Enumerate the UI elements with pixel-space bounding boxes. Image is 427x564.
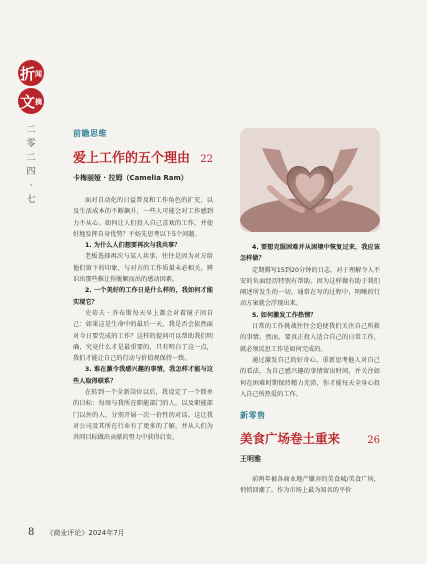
wen-badge: 文 摘	[18, 88, 44, 114]
article-page-number: 26	[367, 435, 380, 446]
article-page-number: 22	[200, 154, 213, 165]
paragraph: 史蒂夫 · 乔布斯每天早上都会对着镜子问自己：如果这是生命中的最后一天，我是否会依然面对今日要完成的工作？这样的提问可以帮助我们明确，究竟什么才是最重要的，只有明白了这一点，我们才能让自己的行动与价值观保持一致。	[73, 309, 213, 363]
paragraph: 定期腾写15到20分钟的日志，对于理解令人不安的负面经历特别有帮助。因为这样做有助于我们阐述所发生的一切，通常在写的过程中，明晰的行动方案就会浮现出来。	[240, 266, 380, 308]
page-footer	[28, 527, 125, 538]
article-title[interactable]: 爱上工作的五个理由	[73, 151, 191, 166]
question-heading: 4. 要想克服困难并从困境中恢复过来，我应该怎样做？	[240, 244, 380, 263]
journal-name: 《商业评论》2024年7月	[46, 529, 125, 537]
paragraph: 日常的工作挑战往往会迫使我们关注自己所救的事情。然而，要真正投入适合自己的日常工作，就必须反思工作是如何完成的。	[240, 323, 380, 353]
paragraph: 在转到一个全新岗位以后，我设定了一个简单的目标：每周与我所在职能部门的人，以及职能部门以外的人，分别开展一次一价性的对话。这让我对公司及其所在行业有了更多的了解，并从人们为共同目标做出贡献的努力中获得启发。	[73, 389, 213, 442]
paragraph: 前两年被各商业地产嫌弃的美食城/美食广场，悄悄回潮了。作为市场上最为知名的平价	[240, 476, 380, 495]
page-number: 8	[28, 527, 35, 538]
article-body	[240, 242, 380, 400]
article-author: 卡梅丽娅 · 拉姆（Camelia Ram）	[73, 174, 188, 182]
article-title[interactable]: 美食广场卷土重来	[240, 431, 341, 446]
question-heading: 2. 一个美好的工作日是什么样的，我如何才能实现它？	[73, 287, 213, 306]
paragraph: 面对自动化的日益普及和工作角色的扩充，以及生活成本的不断飙升，一些人可能会对工作感到力不从心。如何让人们投入自己喜欢的工作，并使好地发挥自身优势？不妨先思考以下5个问题。	[73, 197, 213, 238]
zhe-badge: 折 闻	[18, 60, 44, 86]
vertical-date: 二 零 二 四 · 七	[26, 125, 36, 205]
article1-continued	[240, 242, 380, 400]
heart-hands-photo	[240, 128, 380, 232]
article2-column	[240, 410, 380, 497]
article1-column	[73, 128, 213, 444]
section-tag: 新零售	[240, 411, 266, 420]
question-heading: 5. 如何激发工作热情？	[252, 311, 317, 319]
section-tag: 前瞻思维	[73, 129, 107, 138]
question-heading: 3. 谁在激令我感兴趣的事情，我怎样才能与这些人取得联系？	[73, 366, 213, 385]
article-body	[240, 474, 380, 497]
article-body	[73, 195, 213, 444]
question-heading: 1. 为什么人们想要再次与我共事？	[85, 242, 181, 250]
article-author: 王明雅	[240, 455, 261, 463]
paragraph: 通过激发自己的好奇心，重新思考他人对自己的看法，为自己感兴趣的事情留出时间，并关注如何在困难时期保持精力充沛，你才能每天全身心投入自己所热爱的工作。	[240, 356, 380, 398]
paragraph: 老板选择再次与某人共事，往往是因为对方给他们留下的印象，与对方的工作质量未必相关。辨识出那些推让你脱颖而出的感动因素。	[73, 253, 213, 284]
